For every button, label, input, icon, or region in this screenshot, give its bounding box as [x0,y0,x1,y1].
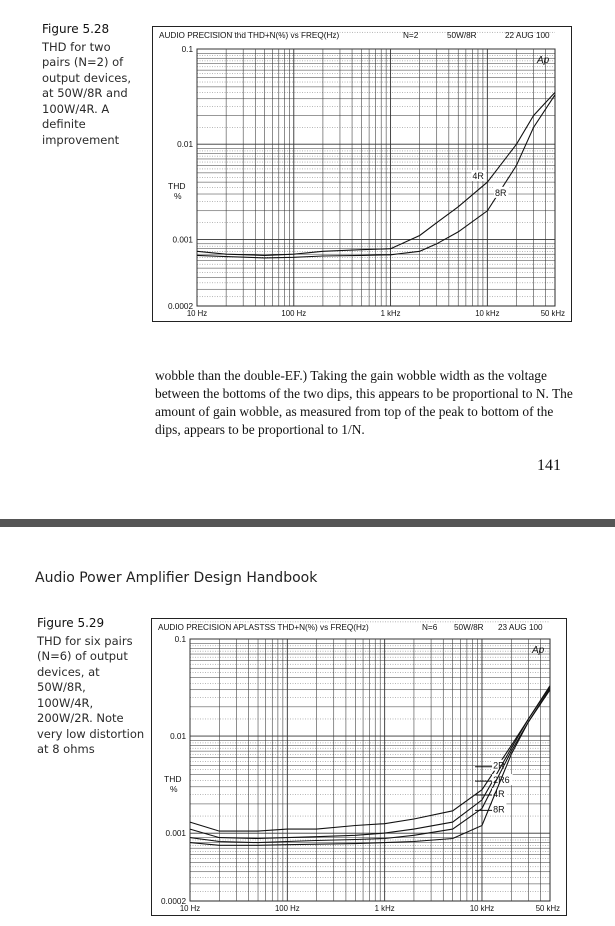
series-line [197,92,555,255]
series-label: 4R [493,789,505,800]
x-tick-label: 10 kHz [469,904,495,913]
series-line [197,95,555,258]
y-tick-label: 0.0002 [160,897,186,906]
series-label: 8R [495,187,507,198]
x-tick-label: 10 Hz [179,904,201,913]
series-label: 2R6 [493,775,510,786]
y-tick-label: 0.0002 [167,302,193,311]
chart-title: AUDIO PRECISION thd THD+N(%) vs FREQ(Hz) [159,31,340,40]
body-paragraph: wobble than the double-EF.) Taking the gain wobble width as the voltage between the bottoms of the two dips, this appears to be proportional to N. The amount of gain wobble, as measured from top of the peak to bottom of the dips, appears to be proportional to 1/N. [155,368,573,437]
x-tick-label: 10 Hz [186,309,208,318]
thd-chart-figure-5-29 [151,618,567,916]
thd-chart-svg [153,27,571,321]
x-tick-label: 50 kHz [540,309,565,318]
x-tick-label: 1 kHz [374,904,395,913]
x-tick-label: 50 kHz [535,904,560,913]
figure-caption-5-28 [42,22,142,148]
series-label: 2R [493,760,505,771]
y-tick-label: 0.1 [181,45,193,54]
running-head: Audio Power Amplifier Design Handbook [35,570,318,586]
y-axis-unit: % [174,191,182,201]
y-axis-unit: % [170,784,178,794]
figure-caption-5-29 [37,616,145,758]
series-label: 8R [493,804,505,815]
grid-vertical [197,49,555,306]
figure-caption-text: THD for two pairs (N=2) of output devices, at 50W/8R and 100W/4R. A definite improvement [42,39,132,147]
chart-header-power: 50W/8R [447,31,477,40]
page-divider [0,519,615,527]
y-tick-label: 0.01 [177,140,193,150]
y-tick-label: 0.1 [174,635,186,644]
figure-caption-text: THD for six pairs (N=6) of output devices, at 50W/8R, 100W/4R, 200W/2R. Note very low distortion at 8 ohms [37,633,145,756]
y-tick-label: 0.001 [165,829,186,839]
figure-label: Figure 5.29 [37,616,105,630]
x-tick-label: 1 kHz [380,309,401,318]
x-tick-label: 10 kHz [475,309,500,318]
chart-header-n: N=2 [403,31,419,40]
grid-horizontal [197,32,555,306]
y-tick-label: 0.01 [170,732,186,742]
thd-chart-figure-5-28 [152,26,572,322]
series-label: 4R [472,171,484,182]
x-tick-label: 100 Hz [274,904,300,913]
ap-logo: Ap [532,645,545,656]
ap-logo: Ap [537,55,550,66]
y-axis-label: THD [168,181,186,191]
page-number: 141 [537,457,561,474]
y-axis-label: THD [164,774,182,784]
thd-chart-svg [152,619,566,915]
plot-frame [197,49,555,306]
chart-header-power: 50W/8R [454,623,484,632]
chart-header-n: N=6 [422,623,438,632]
figure-label: Figure 5.28 [42,22,110,36]
chart-header-date: 23 AUG 100 [498,623,543,632]
y-tick-label: 0.001 [172,235,193,245]
chart-title: AUDIO PRECISION APLASTSS THD+N(%) vs FREQ(Hz) [158,623,369,632]
x-tick-label: 100 Hz [281,309,307,318]
chart-header-date: 22 AUG 100 [505,31,550,40]
